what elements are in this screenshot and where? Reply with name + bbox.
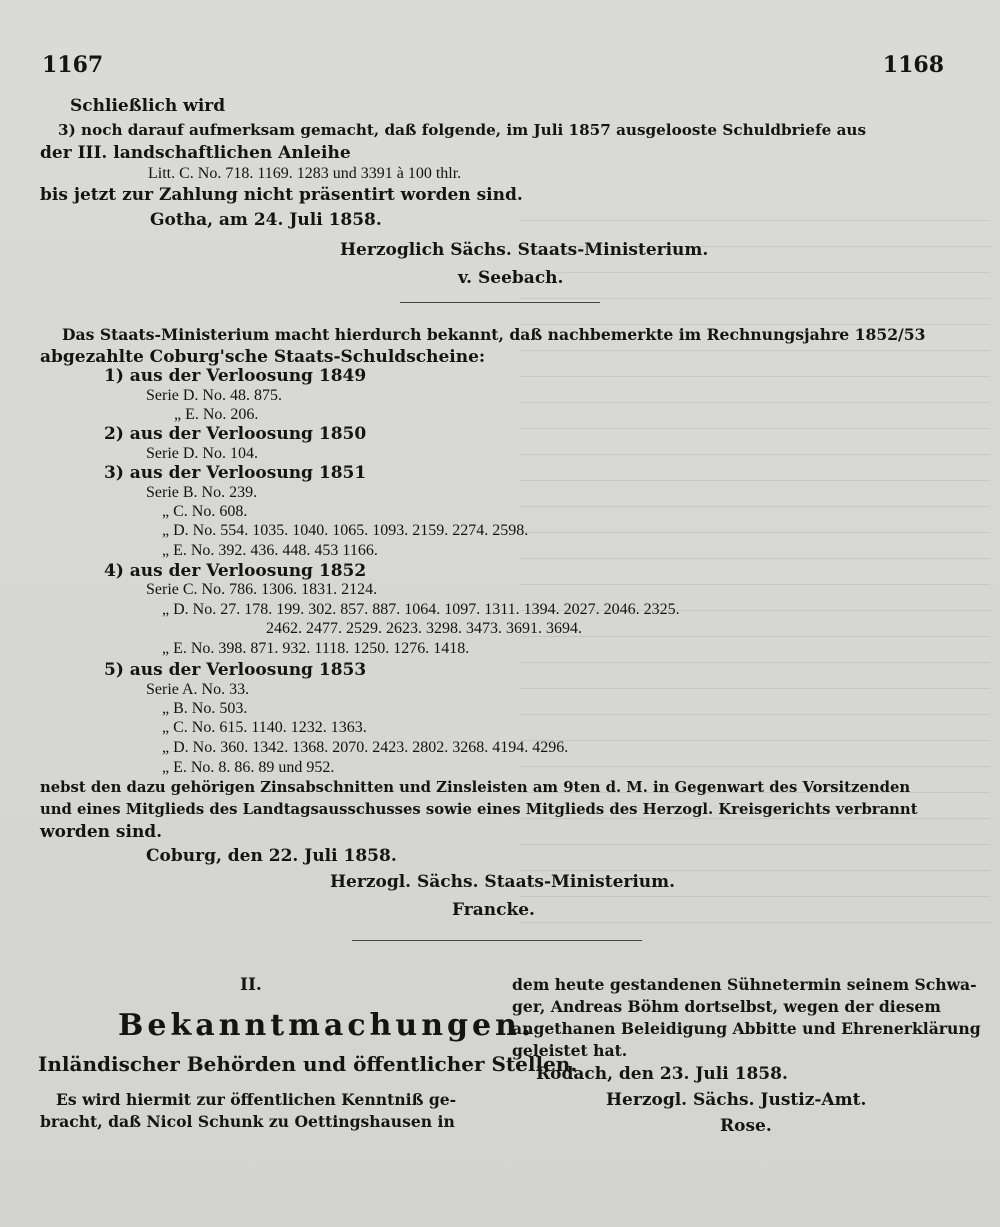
notice2-intro: abgezahlte Coburg'sche Staats-Schuldscheine: <box>40 347 486 367</box>
page-number-left: 1167 <box>42 52 104 78</box>
notice1-signer: v. Seebach. <box>458 268 564 288</box>
right-authority: Herzogl. Sächs. Justiz-Amt. <box>606 1090 867 1110</box>
right-column-line: dem heute gestandenen Sühnetermin seinem Schwa- <box>512 975 977 994</box>
notice2-line: Serie D. No. 48. 875. <box>146 387 282 404</box>
notice1-line: bis jetzt zur Zahlung nicht präsentirt worden sind. <box>40 185 523 205</box>
notice2-line: 5) aus der Verloosung 1853 <box>104 660 367 680</box>
notice1-line: Schließlich wird <box>70 96 226 116</box>
left-column-line: Es wird hiermit zur öffentlichen Kenntniß ge- <box>56 1090 457 1109</box>
section-subtitle: Inländischer Behörden und öffentlicher Stellen. <box>38 1052 578 1076</box>
notice2-line: „ D. No. 27. 178. 199. 302. 857. 887. 1064. 1097. 1311. 1394. 2027. 2046. 2325. <box>162 601 680 618</box>
notice2-line: „ C. No. 615. 1140. 1232. 1363. <box>162 719 367 736</box>
bleed-through-texture <box>520 200 990 940</box>
notice1-authority: Herzoglich Sächs. Staats-Ministerium. <box>340 240 709 260</box>
notice2-line: „ D. No. 360. 1342. 1368. 2070. 2423. 2802. 3268. 4194. 4296. <box>162 739 569 756</box>
notice2-line: 2) aus der Verloosung 1850 <box>104 424 367 444</box>
section-title: Bekanntmachungen. <box>118 1008 536 1043</box>
notice2-line: „ E. No. 8. 86. 89 und 952. <box>162 759 335 776</box>
notice2-closing: nebst den dazu gehörigen Zinsabschnitten und Zinsleisten am 9ten d. M. in Gegenwart des Vorsitzenden <box>40 779 911 796</box>
notice2-line: 1) aus der Verloosung 1849 <box>104 366 367 386</box>
notice2-line: Serie C. No. 786. 1306. 1831. 2124. <box>146 581 378 598</box>
notice2-place-date: Coburg, den 22. Juli 1858. <box>146 846 397 866</box>
section-number: II. <box>240 975 262 995</box>
notice1-line: 3) noch darauf aufmerksam gemacht, daß folgende, im Juli 1857 ausgelooste Schuldbriefe aus <box>58 121 867 139</box>
notice2-line: „ E. No. 398. 871. 932. 1118. 1250. 1276. 1418. <box>162 640 470 657</box>
divider <box>352 940 642 941</box>
notice2-line: 3) aus der Verloosung 1851 <box>104 463 367 483</box>
notice1-line: Litt. C. No. 718. 1169. 1283 und 3391 à 100 thlr. <box>148 165 462 182</box>
notice2-line: 2462. 2477. 2529. 2623. 3298. 3473. 3691. 3694. <box>266 620 582 637</box>
notice2-line: Serie B. No. 239. <box>146 484 258 501</box>
right-column-line: geleistet hat. <box>512 1041 628 1060</box>
notice2-line: „ E. No. 392. 436. 448. 453 1166. <box>162 542 378 559</box>
right-column-line: ger, Andreas Böhm dortselbst, wegen der diesem <box>512 997 941 1016</box>
notice2-line: „ E. No. 206. <box>174 406 259 423</box>
notice2-line: „ C. No. 608. <box>162 503 248 520</box>
notice1-line: der III. landschaftlichen Anleihe <box>40 143 351 163</box>
page-number-right: 1168 <box>882 52 944 78</box>
notice2-line: Serie A. No. 33. <box>146 681 250 698</box>
right-signer: Rose. <box>720 1116 772 1136</box>
notice2-line: 4) aus der Verloosung 1852 <box>104 561 367 581</box>
notice2-authority: Herzogl. Sächs. Staats-Ministerium. <box>330 872 676 892</box>
right-place-date: Rodach, den 23. Juli 1858. <box>536 1064 788 1084</box>
notice2-line: Serie D. No. 104. <box>146 445 258 462</box>
right-column-line: angethanen Beleidigung Abbitte und Ehrenerklärung <box>512 1019 981 1038</box>
left-column-line: bracht, daß Nicol Schunk zu Oettingshausen in <box>40 1112 455 1131</box>
notice2-intro: Das Staats-Ministerium macht hierdurch bekannt, daß nachbemerkte im Rechnungsjahre 1852/53 <box>62 325 926 344</box>
notice2-signer: Francke. <box>452 900 535 920</box>
divider <box>400 302 600 303</box>
notice2-line: „ B. No. 503. <box>162 700 248 717</box>
notice2-closing: und eines Mitglieds des Landtagsausschusses sowie eines Mitglieds des Herzogl. Kreisgerichts verbrannt <box>40 801 918 818</box>
notice2-line: „ D. No. 554. 1035. 1040. 1065. 1093. 2159. 2274. 2598. <box>162 522 529 539</box>
notice2-closing: worden sind. <box>40 822 163 842</box>
notice1-place-date: Gotha, am 24. Juli 1858. <box>150 210 382 230</box>
